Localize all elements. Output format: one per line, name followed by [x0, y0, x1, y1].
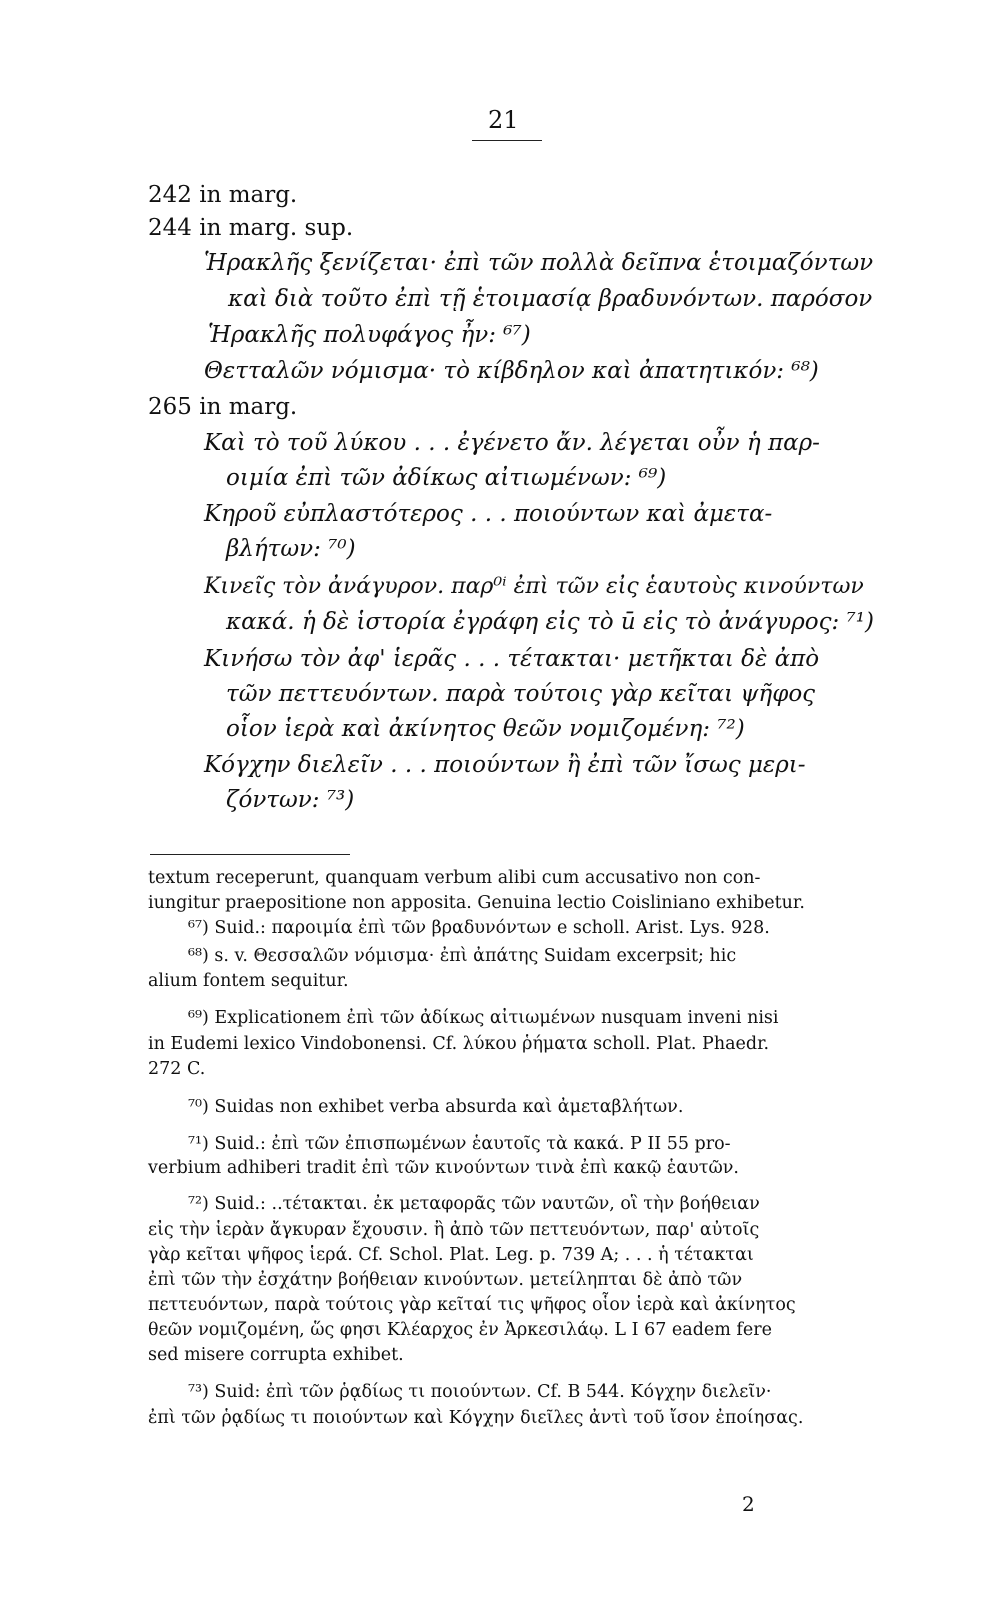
text-line: Ἡρακλῆς ξενίζεται· ἐπὶ τῶν πολλὰ δεῖπνα ἑτοιμαζόντων — [204, 250, 874, 276]
header-rule — [472, 140, 542, 141]
footnote-line: ⁷¹) Suid.: ἐπὶ τῶν ἐπισπωμένων ἑαυτοῖς τὰ κακά. P II 55 pro- — [188, 1134, 731, 1154]
footnote-line: ⁷²) Suid.: ..τέτακται. ἐκ μεταφορᾶς τῶν ναυτῶν, οἳ τὴν βοήθειαν — [188, 1194, 760, 1214]
text-line: Θετταλῶν νόμισμα· τὸ κίβδηλον καὶ ἀπατητικόν: ⁶⁸) — [204, 358, 819, 384]
footnote-line: ⁶⁹) Explicationem ἐπὶ τῶν ἀδίκως αἰτιωμένων nusquam inveni nisi — [188, 1008, 779, 1028]
page-number: 21 — [488, 106, 519, 134]
text-line: ζόντων: ⁷³) — [226, 787, 355, 813]
text-line: βλήτων: ⁷⁰) — [226, 536, 356, 562]
footnote-line: ⁶⁸) s. v. Θεσσαλῶν νόμισμα· ἐπὶ ἀπάτης Suidam excerpsit; hic — [188, 946, 737, 966]
footnote-line: ⁷³) Suid: ἐπὶ τῶν ῥᾳδίως τι ποιούντων. Cf. B 544. Κόγχην διελεῖν· — [188, 1382, 772, 1402]
text-line: Κινεῖς τὸν ἀνάγυρον. παρ⁰ⁱ ἐπὶ τῶν εἰς ἑαυτοὺς κινούντων — [204, 574, 864, 599]
footnote-line: ἐπὶ τῶν ῥᾳδίως τι ποιούντων καὶ Κόγχην διεῖλες ἀντὶ τοῦ ἴσον ἐποίησας. — [148, 1408, 804, 1428]
text-line: Ἡρακλῆς πολυφάγος ἦν: ⁶⁷) — [208, 322, 531, 348]
footnote-line: ⁷⁰) Suidas non exhibet verba absurda καὶ ἀμεταβλήτων. — [188, 1097, 684, 1117]
text-line: Κινήσω τὸν ἀφ' ἱερᾶς . . . τέτακται· μετῆκται δὲ ἀπὸ — [204, 646, 820, 672]
text-line: Κόγχην διελεῖν . . . ποιούντων ἢ ἐπὶ τῶν ἴσως μερι- — [204, 752, 806, 778]
text-line: οἷον ἱερὰ καὶ ἀκίνητος θεῶν νομιζομένη: ⁷²) — [226, 716, 745, 742]
text-line: κακά. ἡ δὲ ἱστορία ἐγράφη εἰς τὸ ū εἰς τὸ ἀνάγυρος: ⁷¹) — [226, 609, 874, 635]
text-line: οιμία ἐπὶ τῶν ἀδίκως αἰτιωμένων: ⁶⁹) — [226, 465, 667, 491]
footnote-rule — [150, 854, 350, 855]
footnote-line: ⁶⁷) Suid.: παροιμία ἐπὶ τῶν βραδυνόντων e scholl. Arist. Lys. 928. — [188, 918, 770, 938]
footnote-line: θεῶν νομιζομένη, ὥς φησι Κλέαρχος ἐν Ἀρκεσιλάῳ. L I 67 eadem fere — [148, 1320, 772, 1340]
footnote-line: verbium adhiberi tradit ἐπὶ τῶν κινούντων τινὰ ἐπὶ κακῷ ἑαυτῶν. — [148, 1158, 739, 1178]
text-line: τῶν πεττευόντων. παρὰ τούτοις γὰρ κεῖται ψῆφος — [226, 681, 816, 707]
text-line: Καὶ τὸ τοῦ λύκου . . . ἐγένετο ἄν. λέγεται οὖν ἡ παρ- — [204, 430, 820, 456]
footnote-line: alium fontem sequitur. — [148, 971, 349, 991]
footnote-line: γὰρ κεῖται ψῆφος ἱερά. Cf. Schol. Plat. Leg. p. 739 A; . . . ἡ τέτακται — [148, 1245, 754, 1265]
text-line: Κηροῦ εὐπλαστότερος . . . ποιούντων καὶ ἀμετα- — [204, 501, 773, 527]
footnote-line: textum receperunt, quanquam verbum alibi cum accusativo non con- — [148, 868, 761, 888]
footnote-line: in Eudemi lexico Vindobonensi. Cf. λύκου ῥήματα scholl. Plat. Phaedr. — [148, 1034, 770, 1054]
signature-mark: 2 — [742, 1492, 755, 1516]
text-line: 244 in marg. sup. — [148, 215, 354, 241]
text-line: 265 in marg. — [148, 394, 298, 420]
footnote-line: εἰς τὴν ἱερὰν ἄγκυραν ἔχουσιν. ἢ ἀπὸ τῶν πεττευόντων, παρ' αὐτοῖς — [148, 1220, 760, 1240]
text-line: καὶ διὰ τοῦτο ἐπὶ τῇ ἑτοιμασίᾳ βραδυνόντων. παρόσον — [228, 286, 873, 312]
footnote-line: sed misere corrupta exhibet. — [148, 1345, 404, 1365]
footnote-line: ἐπὶ τῶν τὴν ἐσχάτην βοήθειαν κινούντων. μετείληπται δὲ ἀπὸ τῶν — [148, 1270, 743, 1290]
footnote-line: 272 C. — [148, 1059, 206, 1079]
text-line: 242 in marg. — [148, 182, 298, 208]
footnote-line: iungitur praepositione non apposita. Genuina lectio Coisliniano exhibetur. — [148, 893, 805, 913]
footnote-line: πεττευόντων, παρὰ τούτοις γὰρ κεῖταί τις ψῆφος οἷον ἱερὰ καὶ ἀκίνητος — [148, 1295, 796, 1315]
